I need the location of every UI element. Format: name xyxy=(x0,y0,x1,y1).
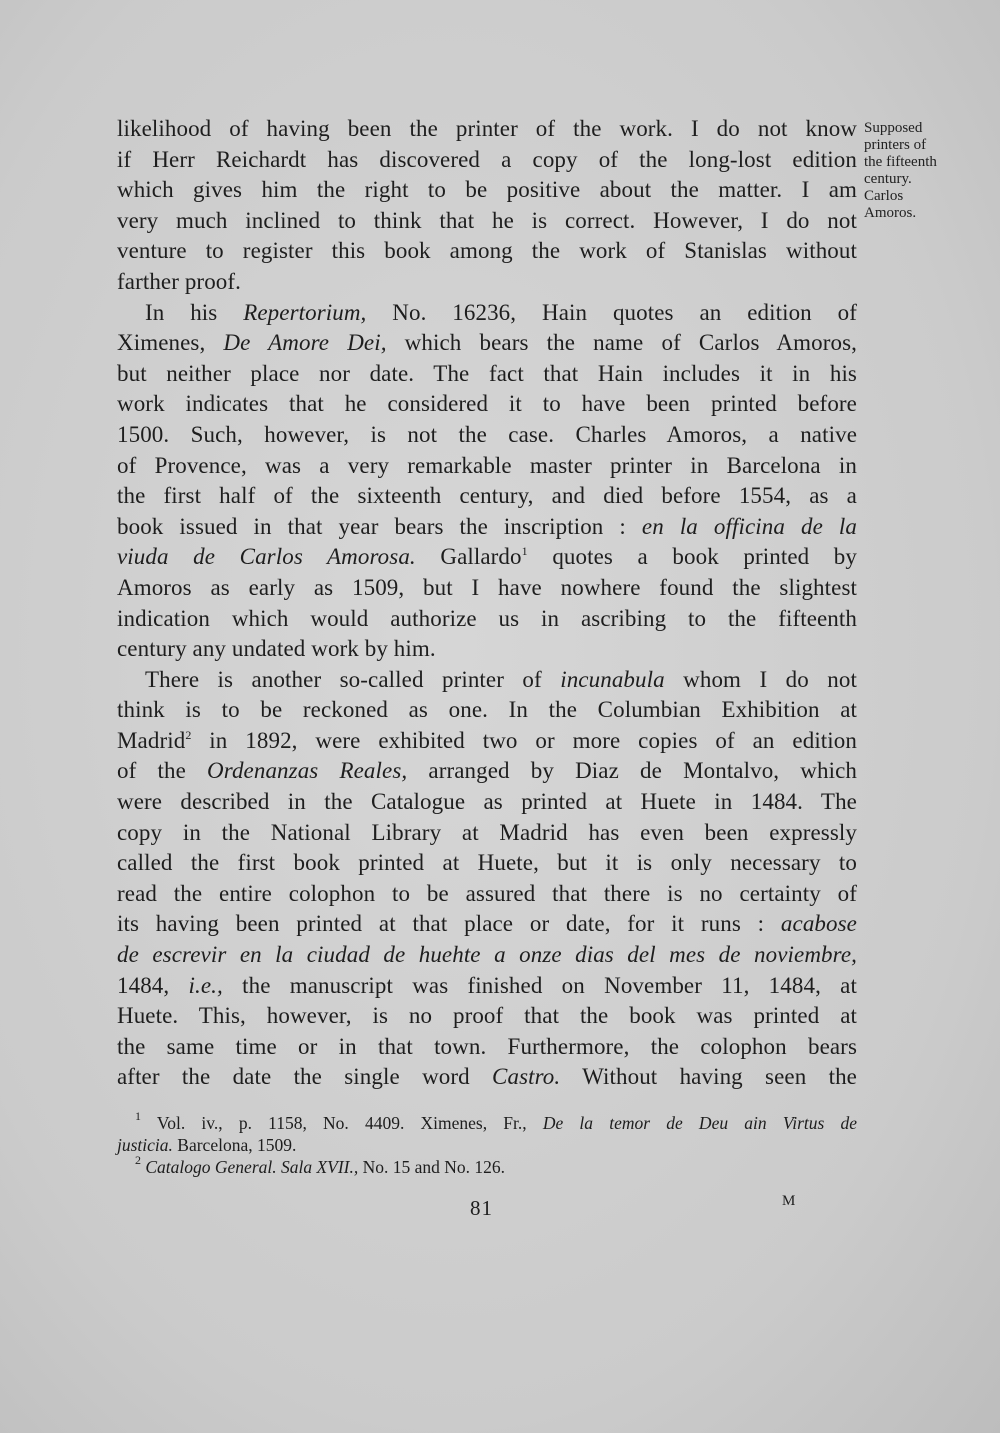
text-run: in 1892, were exhibited two or more copies of an edition xyxy=(191,727,857,753)
text-line: likelihood of having been the printer of the work. I do not know xyxy=(117,116,857,141)
footnote-line xyxy=(117,1134,857,1156)
text-line: 1500. Such, however, is not the case. Charles Amoros, a native xyxy=(117,421,857,447)
colophon-quote: acabose xyxy=(780,911,857,937)
book-title: De Amore Dei, xyxy=(223,330,387,356)
text-run: Vol. iv., p. 1158, No. 4409. Ximenes, Fr., xyxy=(141,1113,543,1133)
page-number: 81 xyxy=(470,1196,493,1220)
text-line: were described in the Catalogue as printed at Huete in 1484. The xyxy=(117,789,857,815)
text-line: very much inclined to think that he is correct. However, I do not xyxy=(117,207,857,233)
italic-term: i.e., xyxy=(188,972,223,998)
book-title: De la temor de Deu ain Virtus de xyxy=(542,1113,857,1133)
text-run: No. 16236, Hain quotes an edition of xyxy=(366,299,857,325)
text-run: arranged by Diaz de Montalvo, which xyxy=(407,758,857,784)
quoted-inscription: en la officina de la xyxy=(641,513,857,539)
margin-note-line: Supposed xyxy=(864,120,923,136)
footnote-marker: 2 xyxy=(135,1153,141,1167)
text-run: quotes a book printed by xyxy=(527,544,857,570)
text-line: the same time or in that town. Furthermore, the colophon bears xyxy=(117,1033,857,1059)
text-line: venture to register this book among the work of Stanislas without xyxy=(117,238,857,264)
book-title: Repertorium, xyxy=(243,299,367,325)
text-run: There is another so-called printer of xyxy=(145,666,561,692)
text-run: Madrid xyxy=(117,727,186,753)
text-run: book issued in that year bears the inscription : xyxy=(117,513,642,539)
text-run: Ximenes, xyxy=(117,330,224,356)
book-title: justicia. xyxy=(117,1135,173,1155)
footnotes xyxy=(117,1109,857,1178)
text-line xyxy=(117,756,857,787)
margin-note-line: Carlos xyxy=(864,188,904,204)
footnote-ref: 2 xyxy=(185,727,192,742)
text-line: but neither place nor date. The fact that Hain includes it in his xyxy=(117,360,857,386)
text-run: whom I do not xyxy=(664,666,857,692)
text-line: called the first book printed at Huete, but it is only necessary to xyxy=(117,850,857,876)
margin-note xyxy=(864,120,974,222)
text-line xyxy=(117,542,857,573)
text-run: Barcelona, 1509. xyxy=(172,1135,297,1155)
text-run: its having been printed at that place or date, for it runs : xyxy=(117,911,781,937)
text-line xyxy=(117,328,857,359)
text-run: Gallardo xyxy=(415,544,522,570)
margin-note-line: Amoros. xyxy=(864,205,917,221)
text-run: No. 15 and No. 126. xyxy=(358,1157,506,1177)
text-run: the manuscript was finished on November 11, 1484, at xyxy=(222,972,857,998)
quoted-inscription: viuda de Carlos Amorosa. xyxy=(117,544,416,570)
text-run: 1484, xyxy=(117,972,189,998)
text-line: indication which would authorize us in ascribing to the fifteenth xyxy=(117,605,857,631)
text-run: of the xyxy=(117,758,208,784)
text-run: after the date the single word xyxy=(117,1064,493,1090)
text-run: Without having seen the xyxy=(560,1064,857,1090)
footnote-line xyxy=(117,1153,857,1178)
text-line: Amoros as early as 1509, but I have nowhere found the slightest xyxy=(117,574,857,600)
margin-note-line: century. xyxy=(864,171,912,187)
text-line: work indicates that he considered it to have been printed before xyxy=(117,391,857,417)
book-title: Catalogo General. Sala XVII., xyxy=(145,1157,359,1177)
italic-term: incunabula xyxy=(560,666,665,692)
text-line xyxy=(117,665,857,696)
text-line: farther proof. xyxy=(117,268,242,294)
main-text xyxy=(117,114,857,1093)
margin-note-line: printers of xyxy=(864,137,927,153)
text-line: if Herr Reichardt has discovered a copy of the long-lost edition xyxy=(117,146,857,172)
signature-mark: M xyxy=(782,1193,796,1209)
footnote-line xyxy=(117,1109,857,1134)
text-line: de escrevir en la ciudad de huehte a onze dias del mes de noviembre, xyxy=(117,942,857,968)
book-title: Ordenanzas Reales, xyxy=(207,758,408,784)
margin-note-line: the fifteenth xyxy=(864,154,937,170)
text-line xyxy=(117,512,857,543)
text-run: In his xyxy=(145,299,244,325)
text-line xyxy=(117,1062,857,1093)
text-line: copy in the National Library at Madrid has even been expressly xyxy=(117,819,857,845)
footnote-marker: 1 xyxy=(135,1109,141,1123)
text-line: of Provence, was a very remarkable master printer in Barcelona in xyxy=(117,452,857,478)
text-run: which bears the name of Carlos Amoros, xyxy=(386,330,857,356)
text-line: the first half of the sixteenth century, and died before 1554, as a xyxy=(117,483,857,509)
text-line xyxy=(117,971,857,1002)
text-line: which gives him the right to be positive about the matter. I am xyxy=(117,177,857,203)
text-line: century any undated work by him. xyxy=(117,636,436,662)
footnote-ref: 1 xyxy=(521,544,528,559)
italic-term: Castro. xyxy=(492,1064,561,1090)
text-line: read the entire colophon to be assured that there is no certainty of xyxy=(117,880,857,906)
text-line xyxy=(117,298,857,329)
text-line: think is to be reckoned as one. In the Columbian Exhibition at xyxy=(117,697,857,723)
text-line xyxy=(117,909,857,940)
text-line: Huete. This, however, is no proof that the book was printed at xyxy=(117,1003,857,1029)
text-line xyxy=(117,726,857,757)
